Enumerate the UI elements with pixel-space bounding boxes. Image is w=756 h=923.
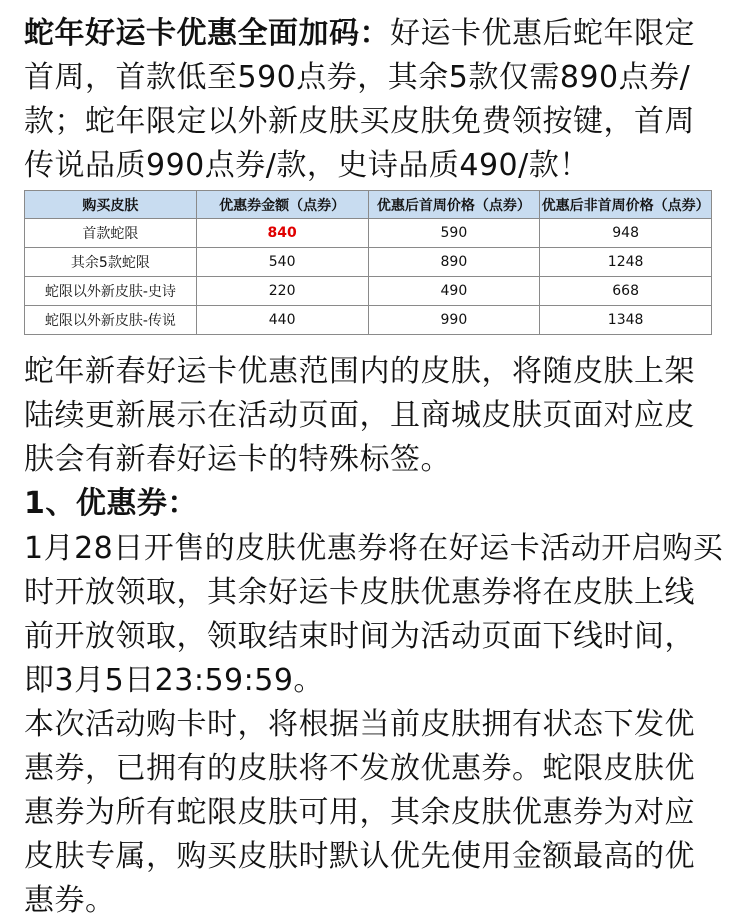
header-non-first-week-price: 优惠后非首周价格（点券） [540, 191, 712, 219]
discount-table [24, 190, 712, 335]
cell-skin: 蛇限以外新皮肤-传说 [25, 306, 197, 335]
skin-range-paragraph: 蛇年新春好运卡优惠范围内的皮肤，将随皮肤上架陆续更新展示在活动页面，且商城皮肤页面对应皮肤会有新春好运卡的特殊标签。 [24, 354, 695, 477]
header-first-week-price: 优惠后首周价格（点券） [368, 191, 540, 219]
cell-coupon: 220 [196, 277, 368, 306]
cell-non-first-week: 1348 [540, 306, 712, 335]
header-skin: 购买皮肤 [25, 191, 197, 219]
cell-skin: 其余5款蛇限 [25, 248, 197, 277]
cell-skin: 蛇限以外新皮肤-史诗 [25, 277, 197, 306]
cell-non-first-week: 668 [540, 277, 712, 306]
cell-skin: 首款蛇限 [25, 219, 197, 248]
intro-paragraph [24, 12, 724, 188]
cell-coupon: 440 [196, 306, 368, 335]
intro-heading: 蛇年好运卡优惠全面加码： [24, 16, 390, 51]
cell-coupon: 540 [196, 248, 368, 277]
cell-coupon-highlight: 840 [196, 219, 368, 248]
cell-first-week: 990 [368, 306, 540, 335]
cell-non-first-week: 948 [540, 219, 712, 248]
coupon-rules-paragraph: 本次活动购卡时，将根据当前皮肤拥有状态下发优惠券，已拥有的皮肤将不发放优惠券。蛇限皮肤优惠券为所有蛇限皮肤可用，其余皮肤优惠券为对应皮肤专属，购买皮肤时默认优先使用金额最高的优惠券。 [24, 707, 695, 918]
coupon-timing-paragraph: 1月28日开售的皮肤优惠券将在好运卡活动开启购买时开放领取，其余好运卡皮肤优惠券将在皮肤上线前开放领取，领取结束时间为活动页面下线时间，即3月5日23:59:59。 [24, 531, 724, 698]
table-header-row [25, 191, 712, 219]
cell-first-week: 890 [368, 248, 540, 277]
intro-text: 好运卡优惠后蛇年限定首周，首款低至590点券，其余5款仅需890点券/款；蛇年限定以外新皮肤买皮肤免费领按键，首周传说品质990点券/款，史诗品质490/款！ [24, 16, 695, 183]
section-coupon-title: 1、优惠券： [24, 486, 198, 521]
cell-first-week: 490 [368, 277, 540, 306]
discount-table-container [24, 190, 712, 335]
table-row [25, 277, 712, 306]
cell-first-week: 590 [368, 219, 540, 248]
table-row [25, 306, 712, 335]
table-row [25, 248, 712, 277]
cell-non-first-week: 1248 [540, 248, 712, 277]
table-row [25, 219, 712, 248]
header-coupon-amount: 优惠券金额（点券） [196, 191, 368, 219]
